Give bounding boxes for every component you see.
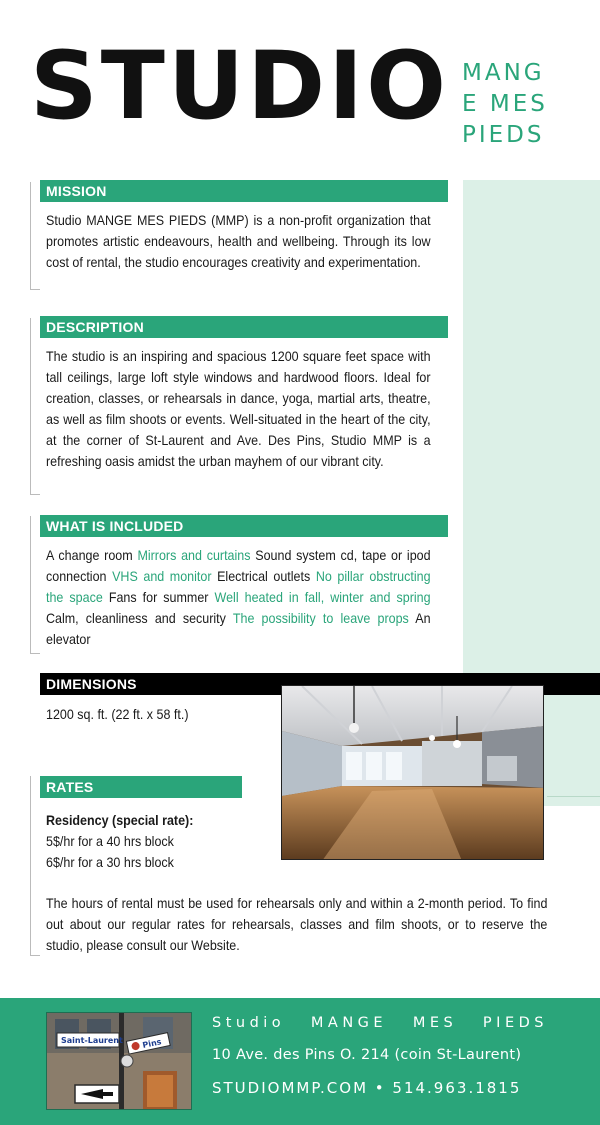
subtitle-line-2: E MES	[462, 91, 548, 117]
sign-street-name: Saint-Laurent	[61, 1036, 123, 1045]
description-bracket	[30, 318, 40, 495]
rates-note: The hours of rental must be used for rehearsals only and within a 2-month period. To find out about our regular rates for rehearsals, classes and film shoots, or to reserve the studio, please consult our Website.	[46, 896, 548, 953]
rates-bracket	[30, 776, 40, 956]
subtitle-line-1: MANG	[462, 60, 545, 86]
rates-heading: RATES	[40, 776, 242, 798]
included-bracket	[30, 516, 40, 654]
mission-bracket	[30, 182, 40, 290]
mission-heading: MISSION	[40, 180, 448, 202]
footer-address: 10 Ave. des Pins O. 214 (coin St-Laurent)	[212, 1047, 522, 1063]
rate-line-30: 6$/hr for a 30 hrs block	[46, 855, 174, 870]
included-item: No pillar obstructing the space	[46, 569, 431, 605]
included-item: Mirrors and curtains	[137, 548, 251, 563]
studio-photo-illustration	[282, 686, 544, 860]
included-item: Fans for summer	[108, 590, 209, 605]
included-heading: WHAT IS INCLUDED	[40, 515, 448, 537]
included-list	[46, 545, 431, 650]
footer-info	[212, 1012, 548, 1099]
mission-text: Studio MANGE MES PIEDS (MMP) is a non-profit organization that promotes artistic endeavours, health and wellbeing. Through its low cost of rental, the studio encourages creativity and experimentation.	[46, 213, 431, 270]
street-sign-illustration	[47, 1013, 192, 1110]
footer-name-word: PIEDS	[482, 1015, 548, 1031]
included-item: The possibility to leave props	[232, 611, 409, 626]
included-item: Sound system cd, tape or ipod connection	[46, 548, 431, 584]
footer-name-word: MES	[412, 1015, 458, 1031]
included-item: A change room	[46, 548, 133, 563]
mint-divider-line	[547, 796, 600, 797]
included-item: An elevator	[46, 611, 431, 647]
included-item: Electrical outlets	[217, 569, 311, 584]
studio-photo	[281, 685, 544, 860]
footer-name-word: Studio	[212, 1015, 286, 1031]
page-title: STUDIO	[30, 32, 450, 141]
footer-contact[interactable]: STUDIOMMP.COM • 514.963.1815	[212, 1079, 522, 1097]
included-item: Calm, cleanliness and security	[46, 611, 226, 626]
footer	[0, 998, 600, 1125]
rate-line-40: 5$/hr for a 40 hrs block	[46, 834, 174, 849]
residency-label: Residency (special rate):	[46, 813, 194, 828]
included-item: VHS and monitor	[112, 569, 212, 584]
dimensions-text: 1200 sq. ft. (22 ft. x 58 ft.)	[46, 707, 189, 722]
street-sign-photo	[46, 1012, 192, 1110]
rates-block	[46, 810, 193, 873]
footer-name-word: MANGE	[310, 1015, 388, 1031]
sign-avenue-name: Pins	[141, 1037, 163, 1050]
footer-studio-name	[212, 1012, 548, 1034]
dimensions-heading: DIMENSIONS	[40, 673, 600, 695]
subtitle-line-3: PIEDS	[462, 122, 545, 148]
subtitle	[462, 58, 548, 151]
description-heading: DESCRIPTION	[40, 316, 448, 338]
description-text: The studio is an inspiring and spacious 1200 square feet space with tall ceilings, large loft style windows and hardwood floors. Ideal for creation, classes, or rehearsals in dance, yoga, martial arts, theatre, as well as film shoots or events. Well-situated in the heart of the city, at the corner of St-Laurent and Ave. Des Pins, Studio MMP is a refreshing oasis amidst the urban mayhem of our vibrant city.	[46, 349, 431, 469]
included-item: Well heated in fall, winter and spring	[214, 590, 431, 605]
